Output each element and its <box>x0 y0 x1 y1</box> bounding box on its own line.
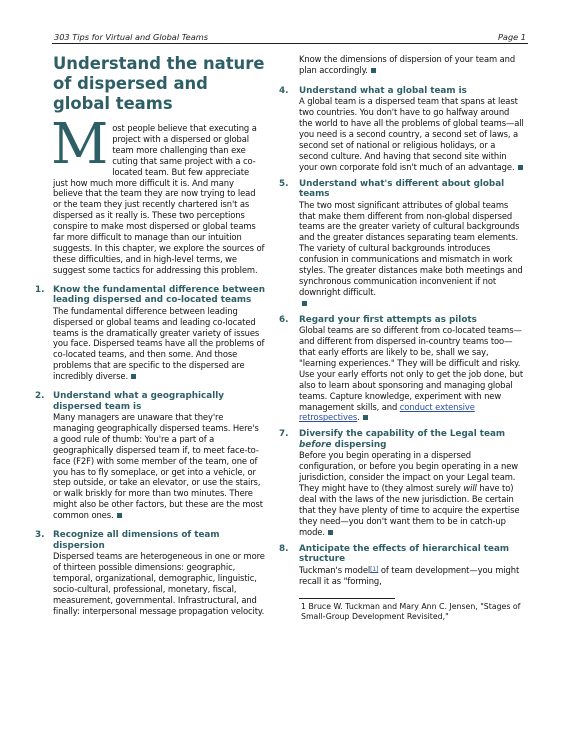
end-square-icon <box>371 68 376 73</box>
tip-title-part: Diversify the capability of the Legal team <box>299 429 506 440</box>
end-square-icon <box>302 301 307 306</box>
tip-body <box>53 412 265 521</box>
tip-body-text: A global team is a dispersed team that spans at least two countries. You don't have to go halfway around the world to have all the problems of global teams—all you need is a second country, a second set of laws, a second set of national or religious holidays, or a second culture. And having that second site within your own corporate fold isn't much of an advantage. <box>299 96 524 172</box>
tip-number: 6. <box>279 314 289 325</box>
tip-title: Understand what a global team is <box>299 85 467 96</box>
tip-body-text: Global teams are so different from co-located teams—and different from dispersed in-country teams too—that early efforts are likely to be, shall we say, "learning experiences." They will be difficult and risky. Use your early efforts not only to get the job done, but also to learn about sponsoring and managing global teams. Capture knowledge, experiment with new management skills, and <box>299 325 524 412</box>
end-square-icon <box>117 513 122 518</box>
tip-title-emphasis: before <box>299 439 332 450</box>
tip-number: 7. <box>279 429 289 440</box>
continued-text: Know the dimensions of dispersion of your team and plan accordingly. <box>299 54 516 75</box>
tip-number: 3. <box>35 530 45 541</box>
end-square-icon <box>131 374 136 379</box>
tip-3 <box>35 530 265 616</box>
continued-paragraph <box>299 54 524 76</box>
tip-8 <box>279 543 524 587</box>
tip-4 <box>279 85 524 173</box>
book-title: 303 Tips for Virtual and Global Teams <box>54 32 208 42</box>
tip-body <box>299 450 524 537</box>
retrospectives-link[interactable]: conduct extensive retrospectives <box>299 401 475 423</box>
tip-body-text: of team development—you might recall it as "forming, <box>299 564 520 586</box>
footnote-ref-link[interactable]: [1] <box>370 565 379 573</box>
intro-paragraph <box>51 112 265 276</box>
footnote: 1 Bruce W. Tuckman and Mary Ann C. Jensen, "Stages of Small-Group Development Revisited," <box>301 602 521 622</box>
tip-body-text: Many managers are unaware that they're managing geographically dispersed teams. Here's a good rule of thumb: You're a part of a geographically dispersed team if, to meet face-to-face (F2F) with some member of the team, one of you has to fly someplace, or get into a vehicle, or step outside, or take an elevator, or use the stairs, or walk briskly for more than two minutes. There might also be other factors, but these are the most common ones. <box>53 412 263 521</box>
tip-5 <box>279 178 524 309</box>
tip-body <box>299 565 524 587</box>
tip-1 <box>35 284 266 382</box>
right-column <box>279 54 524 622</box>
tip-number: 8. <box>279 543 289 554</box>
tip-6 <box>279 314 524 424</box>
drop-cap: M <box>51 112 109 177</box>
tip-body-text: Before you begin operating in a dispersed configuration, or before you begin operating in a new jurisdiction, consider the impact on your Legal team. They might have to (they almost surely <box>299 450 519 494</box>
tip-body-text: The two most significant attributes of global teams that make them different from non-global dispersed teams are the greater variety of cultural backgrounds and the greater distances separating team elements. The variety of cultural backgrounds introduces confusion in communications and mismatch in work styles. The greater distances make both meetings and synchronous communication inconvenient if not downright difficult. <box>299 199 523 297</box>
tip-number: 1. <box>35 284 45 295</box>
page-number: Page 1 <box>497 32 526 42</box>
tip-7 <box>279 429 524 537</box>
tip-title: Understand what a geographically dispersed team is <box>53 391 224 412</box>
tip-title: Recognize all dimensions of team dispersion <box>53 530 220 551</box>
tip-number: 4. <box>279 85 289 96</box>
tip-body <box>299 200 524 309</box>
tip-body: Dispersed teams are heterogeneous in one or more of thirteen possible dimensions: geographic, temporal, organizational, demographic, linguistic, socio-cultural, professional, monetary, fiscal, measurement, governmental. Infrastructural, and finally: interpersonal message propagation velocity. <box>53 551 265 616</box>
chapter-title: Understand the nature of dispersed and global teams <box>53 54 265 113</box>
tip-body <box>53 306 265 382</box>
left-column <box>35 54 266 617</box>
tip-title: Know the fundamental difference between leading dispersed and co-located teams <box>53 284 266 306</box>
tip-title: Anticipate the effects of hierarchical team structure <box>299 543 510 565</box>
tip-2 <box>35 391 265 521</box>
tip-title <box>299 429 524 450</box>
tip-body-text: The fundamental difference between leading dispersed or global teams and leading co-located teams is the dramatically greater variety of issues you face. Dispersed teams have all the problems of co-located teams, and then some. And those problems that are specific to the dispersed are incredibly diverse. <box>53 305 265 382</box>
tip-title-part: dispersing <box>331 439 387 450</box>
end-square-icon <box>518 165 523 170</box>
tip-title: Understand what's different about global teams <box>299 178 505 200</box>
tip-number: 5. <box>279 178 289 189</box>
tip-body-emphasis: will <box>463 483 477 494</box>
end-square-icon <box>328 530 333 535</box>
tip-body: Global teams are so different from co-located teams—and different from dispersed in-country teams too—that early efforts are likely to be, shall we say, "learning experiences." They will be difficult and risky. Use your early efforts not only to get the job done, but also to learn about sponsoring and managing global teams. Capture knowledge, experiment with new management skills, and conduct extensive retrospectives. <box>299 325 524 423</box>
running-header <box>52 30 528 44</box>
tip-body <box>299 96 524 172</box>
end-square-icon <box>363 415 368 420</box>
tip-body-text: Tuckman's model <box>299 564 371 575</box>
intro-text: ost people believe that executing a project with a dispersed or global team more challenging than exe cuting that same project with a co-located team. But few appreciate just how much more difficult it is. And many believe that the team they are now trying to lead or the team they just recently chartered isn't as dispersed as it really is. These two perceptions conspire to make most dispersed or global teams far more difficult to manage than our intuition suggests. In this chapter, we explore the sources of these difficulties, and in high-level terms, we suggest some tactics for addressing this problem. <box>53 123 265 275</box>
tip-body-text: have to) deal with the laws of the new jurisdiction. Be certain that they have plenty of time to acquire the expertise they need—you don't want them to be in catch-up mode. <box>299 483 520 537</box>
tip-title: Regard your first attempts as pilots <box>299 314 477 325</box>
footnote-divider <box>299 598 395 599</box>
tip-number: 2. <box>35 391 45 402</box>
